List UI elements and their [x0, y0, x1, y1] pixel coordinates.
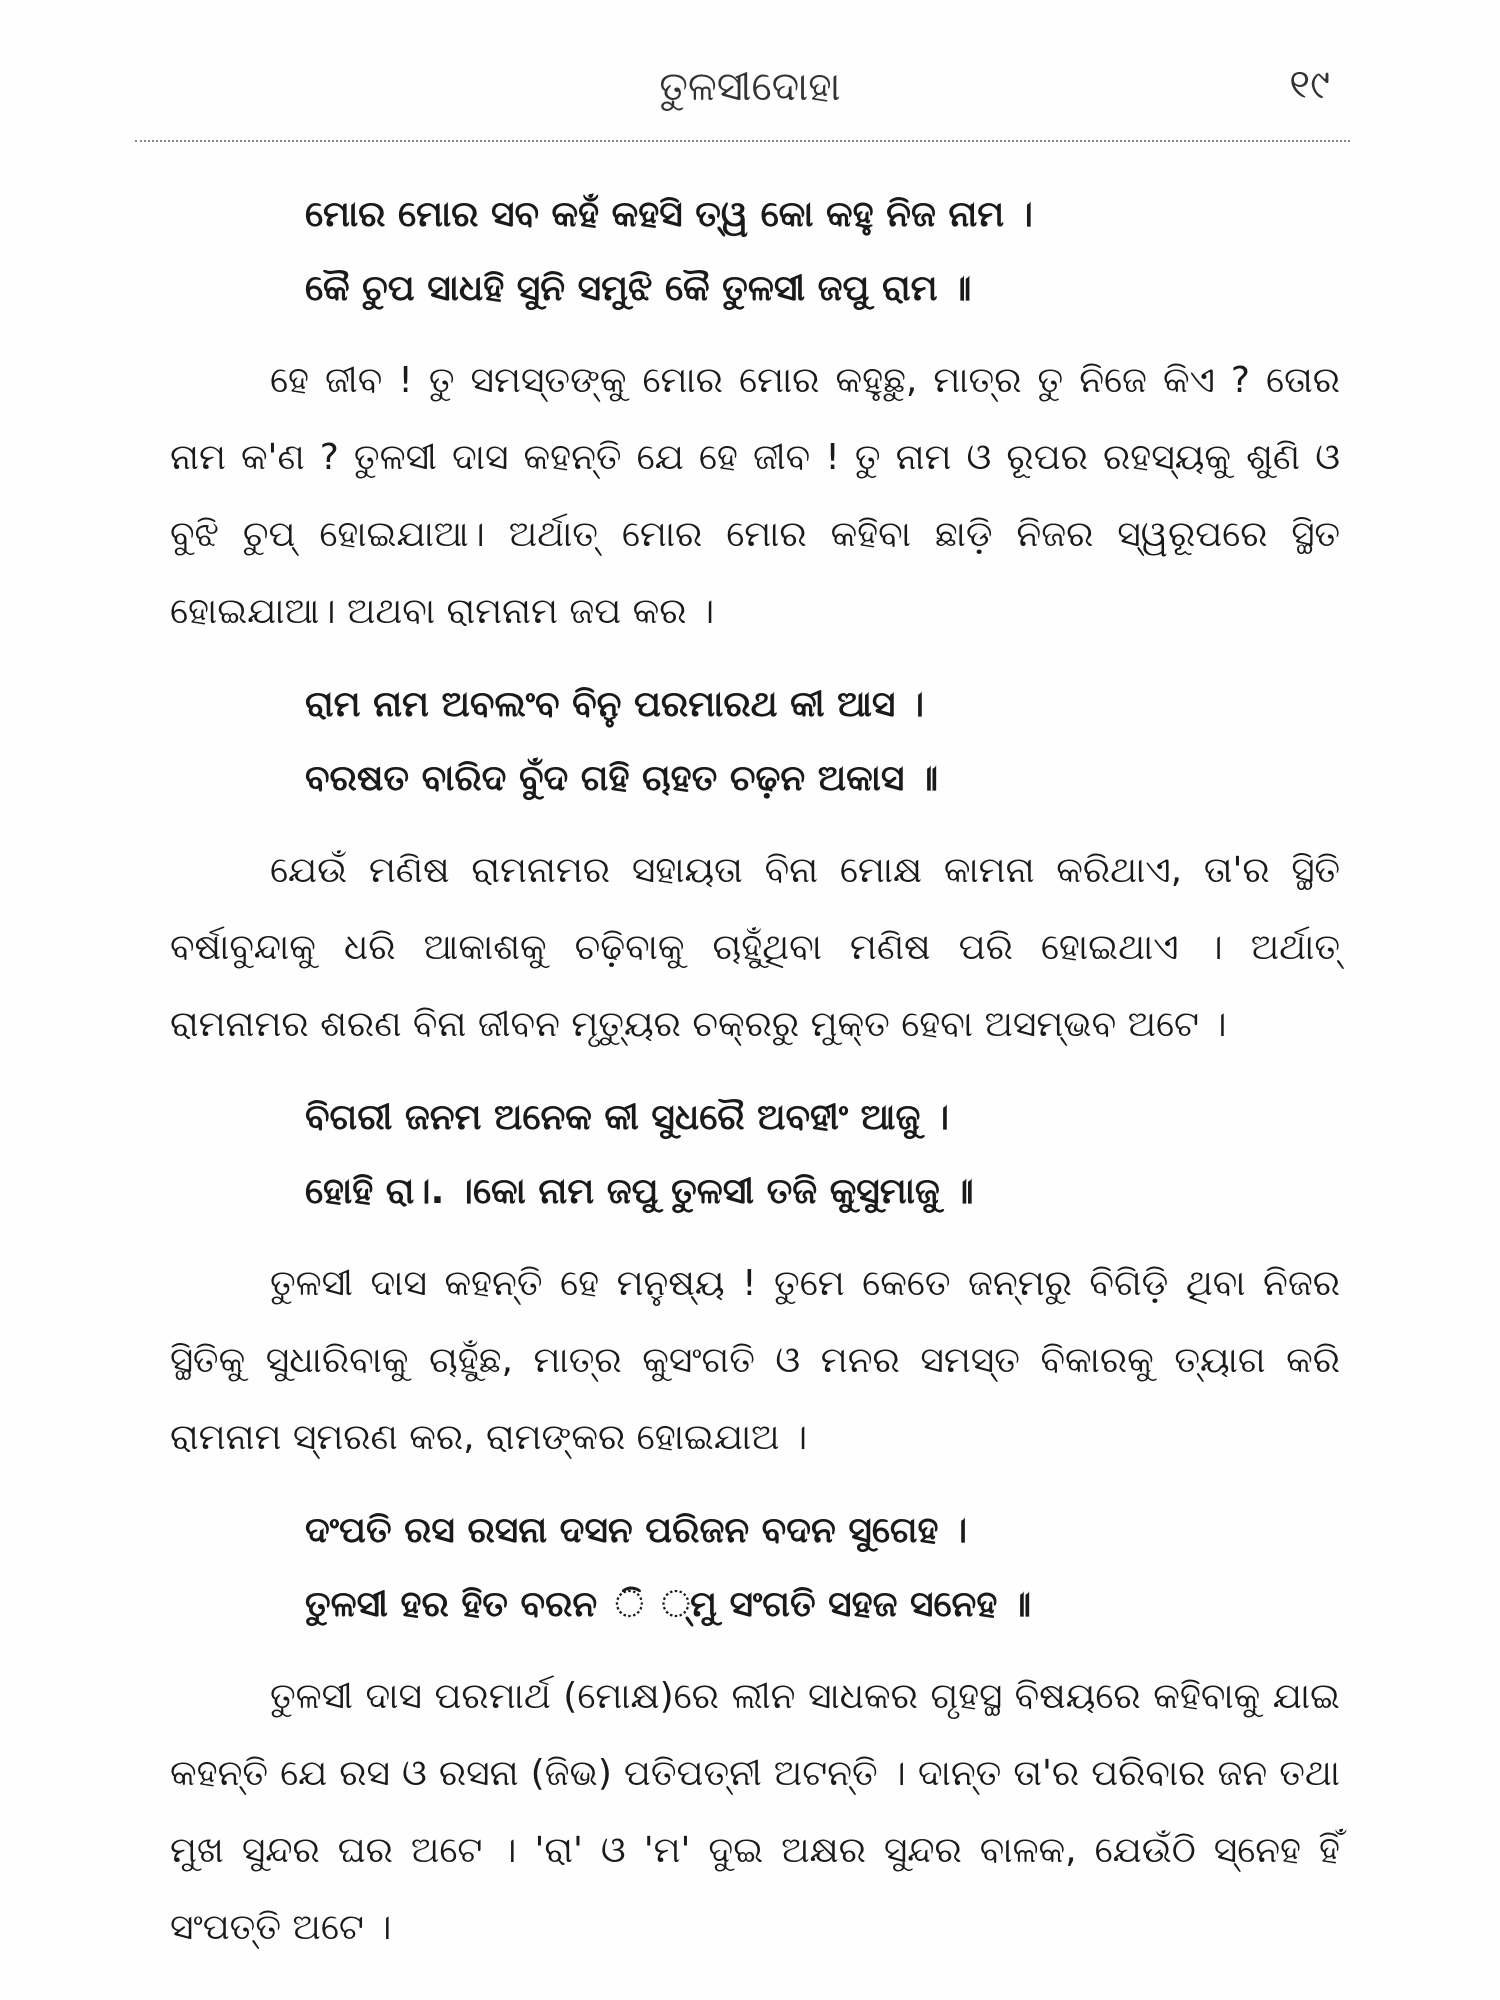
page-number: ୧୯: [1289, 62, 1330, 108]
verse-line: କୈ ଚୁପ ସାଧହି ସୁନି ସମୁଝି କୈ ତୁଳସୀ ଜପୁ ରାମ ॥: [305, 268, 972, 309]
verse-line: ବରଷତ ବାରିଦ ବୁଁଦ ଗହି ଚାହତ ଚଢ଼ନ ଅକାସ ॥: [305, 758, 939, 799]
verse-line: ବିଗରୀ ଜନମ ଅନେକ କୀ ସୁଧରୈ ଅବହୀଂ ଆଜୁ ।: [305, 1097, 950, 1138]
verse-block: [170, 668, 1340, 816]
verse-block: [170, 1081, 1340, 1229]
page-body: [170, 178, 1340, 1984]
commentary-paragraph: ହେ ଜୀବ ! ତୁ ସମସ୍ତଙ୍କୁ ମୋର ମୋର କହୁଛୁ, ମାତ୍ର ତୁ ନିଜେ କିଏ ? ତୋର ନାମ କ'ଣ ? ତୁଳସୀ ଦାସ କହନ୍ତି ଯେ ହେ ଜୀବ ! ତୁ ନାମ ଓ ରୂପର ରହସ୍ୟକୁ ଶୁଣି ଓ ବୁଝି ଚୁପ୍ ହୋଇଯାଆ। ଅର୍ଥାତ୍ ମୋର ମୋର କହିବା ଛାଡ଼ି ନିଜର ସ୍ୱରୂପରେ ସ୍ଥିତ ହୋଇଯାଆ। ଅଥବା ରାମନାମ ଜପ କର ।: [170, 360, 1340, 632]
commentary-paragraph: ଯେଉଁ ମଣିଷ ରାମନାମର ସହାୟତା ବିନା ମୋକ୍ଷ କାମନା କରିଥାଏ, ତା'ର ସ୍ଥିତି ବର୍ଷାବୁନ୍ଦାକୁ ଧରି ଆକାଶକୁ ଚଢ଼ିବାକୁ ଚାହୁଁଥିବା ମଣିଷ ପରି ହୋଇଥାଏ । ଅର୍ଥାତ୍ ରାମନାମର ଶରଣ ବିନା ଜୀବନ ମୃତ୍ୟୁର ଚକ୍ରରୁ ମୁକ୍ତ ହେବା ଅସମ୍ଭବ ଅଟେ ।: [170, 850, 1340, 1045]
verse-line: ଦଂପତି ରସ ରସନା ଦସନ ପରିଜନ ବଦନ ସୁଗେହ ।: [305, 1510, 968, 1551]
verse-block: [170, 1494, 1340, 1642]
running-header-title: ତୁଳସୀଦୋହା: [659, 64, 841, 110]
header-divider: [135, 140, 1350, 142]
verse-line: ମୋର ମୋର ସବ କହଁ କହସି ତ୍ୱ କୋ କହୁ ନିଜ ନାମ ।: [305, 194, 1033, 235]
verse-line: ତୁଳସୀ ହର ହିତ ବରନ ି ୍ମୁ ସଂଗତି ସହଜ ସନେହ ॥: [305, 1584, 1032, 1625]
commentary-paragraph: ତୁଳସୀ ଦାସ ପରମାର୍ଥ (ମୋକ୍ଷ)ରେ ଲୀନ ସାଧକର ଗୃହସ୍ଥ ବିଷୟରେ କହିବାକୁ ଯାଇ କହନ୍ତି ଯେ ରସ ଓ ରସନା (ଜିଭ) ପତିପତ୍ନୀ ଅଟନ୍ତି । ଦାନ୍ତ ତା'ର ପରିବାର ଜନ ତଥା ମୁଖ ସୁନ୍ଦର ଘର ଅଟେ । 'ରା' ଓ 'ମ' ଦୁଇ ଅକ୍ଷର ସୁନ୍ଦର ବାଳକ, ଯେଉଁଠି ସ୍ନେହ ହିଁ ସଂପତ୍ତି ଅଟେ ।: [170, 1676, 1340, 1948]
verse-block: [170, 178, 1340, 326]
verse-line: ହୋହି ରା।. ।କୋ ନାମ ଜପୁ ତୁଳସୀ ତଜି କୁସୁମାଜୁ ॥: [305, 1171, 974, 1212]
commentary-paragraph: ତୁଳସୀ ଦାସ କହନ୍ତି ହେ ମନୁଷ୍ୟ ! ତୁମେ କେତେ ଜନ୍ମରୁ ବିଗିଡ଼ି ଥିବା ନିଜର ସ୍ଥିତିକୁ ସୁଧାରିବାକୁ ଚାହୁଁଛ, ମାତ୍ର କୁସଂଗତି ଓ ମନର ସମସ୍ତ ବିକାରକୁ ତ୍ୟାଗ କରି ରାମନାମ ସ୍ମରଣ କର, ରାମଙ୍କର ହୋଇଯାଅ ।: [170, 1263, 1340, 1458]
verse-line: ରାମ ନାମ ଅବଲଂବ ବିନୁ ପରମାରଥ କୀ ଆସ ।: [305, 684, 925, 725]
